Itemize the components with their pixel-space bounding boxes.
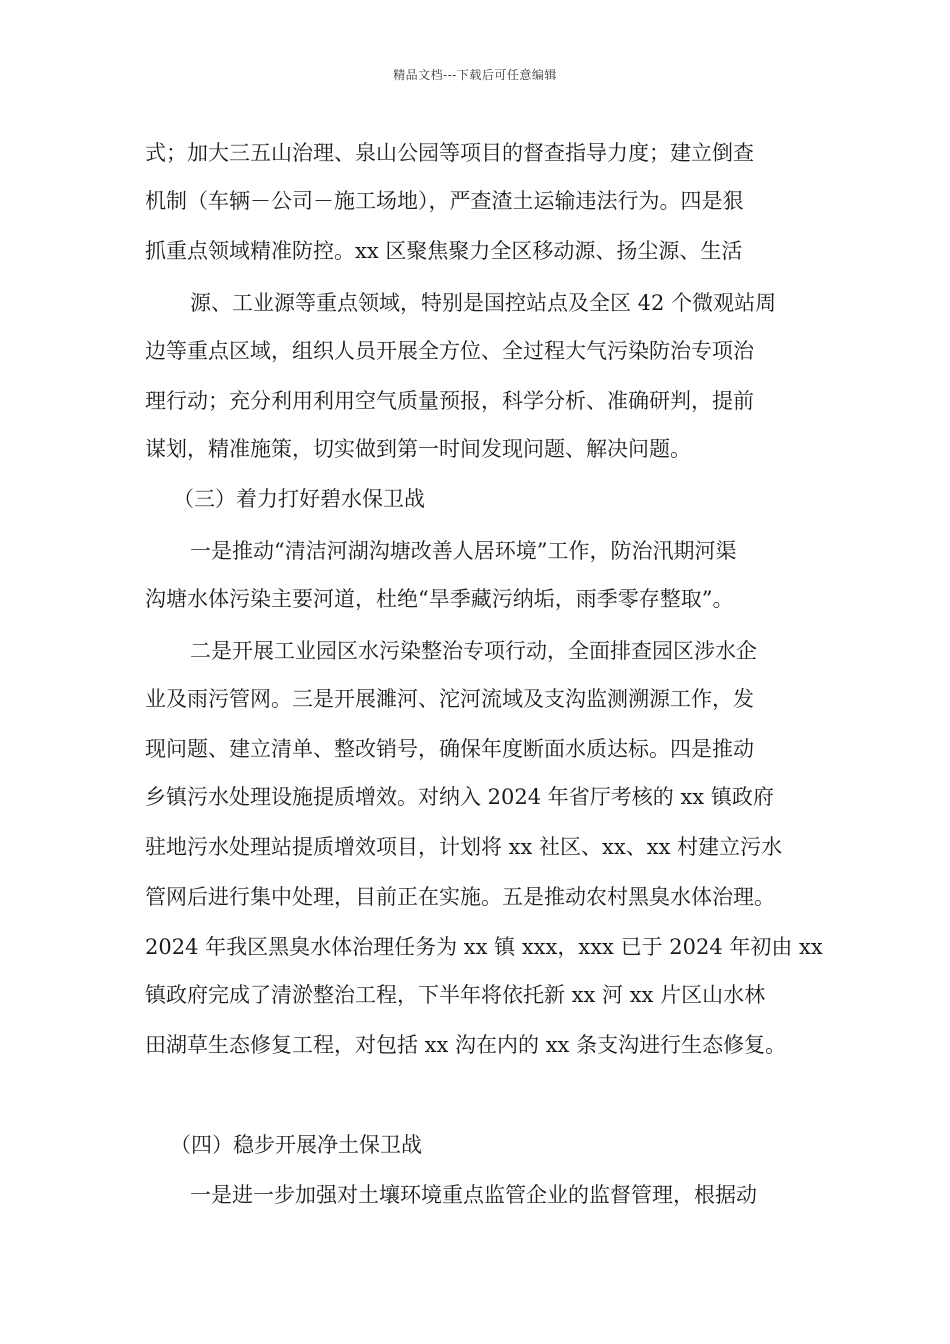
- text-line: 式；加大三五山治理、泉山公园等项目的督查指导力度；建立倒查: [145, 141, 754, 165]
- text-line: 田湖草生态修复工程，对包括 xx 沟在内的 xx 条支沟进行生态修复。: [145, 1033, 787, 1057]
- text-line: 机制（车辆－公司－施工场地），严查渣土运输违法行为。四是狠: [145, 189, 744, 213]
- text-line: 镇政府完成了清淤整治工程，下半年将依托新 xx 河 xx 片区山水林: [145, 983, 766, 1007]
- text-line: 2024 年我区黑臭水体治理任务为 xx 镇 xxx，xxx 已于 2024 年初由 xx: [145, 935, 823, 959]
- section-heading: （四）稳步开展净土保卫战: [170, 1133, 422, 1157]
- text-line: 驻地污水处理站提质增效项目，计划将 xx 社区、xx、xx 村建立污水: [145, 835, 783, 859]
- text-line: 沟塘水体污染主要河道，杜绝“旱季藏污纳垢，雨季零存整取”。: [145, 587, 734, 611]
- text-line: 理行动；充分利用利用空气质量预报，科学分析、准确研判，提前: [145, 389, 754, 413]
- text-line: 业及雨污管网。三是开展濉河、沱河流域及支沟监测溯源工作，发: [145, 687, 754, 711]
- text-line: 一是推动“清洁河湖沟塘改善人居环境”工作，防治汛期河渠: [190, 539, 737, 563]
- text-line: 一是进一步加强对土壤环境重点监管企业的监督管理，根据动: [190, 1183, 757, 1207]
- text-line: 源、工业源等重点领域，特别是国控站点及全区 42 个微观站周: [190, 291, 777, 315]
- text-line: 管网后进行集中处理，目前正在实施。五是推动农村黑臭水体治理。: [145, 885, 775, 909]
- text-line: 抓重点领域精准防控。xx 区聚焦聚力全区移动源、扬尘源、生活: [145, 239, 743, 263]
- text-line: 二是开展工业园区水污染整治专项行动，全面排查园区涉水企: [190, 639, 757, 663]
- text-line: 现问题、建立清单、整改销号，确保年度断面水质达标。四是推动: [145, 737, 754, 761]
- text-line: 谋划，精准施策，切实做到第一时间发现问题、解决问题。: [145, 437, 691, 461]
- section-heading: （三）着力打好碧水保卫战: [173, 487, 425, 511]
- text-line: 边等重点区域，组织人员开展全方位、全过程大气污染防治专项治: [145, 339, 754, 363]
- text-line: 乡镇污水处理设施提质增效。对纳入 2024 年省厅考核的 xx 镇政府: [145, 785, 774, 809]
- page-header: 精品文档---下载后可任意编辑: [393, 68, 557, 82]
